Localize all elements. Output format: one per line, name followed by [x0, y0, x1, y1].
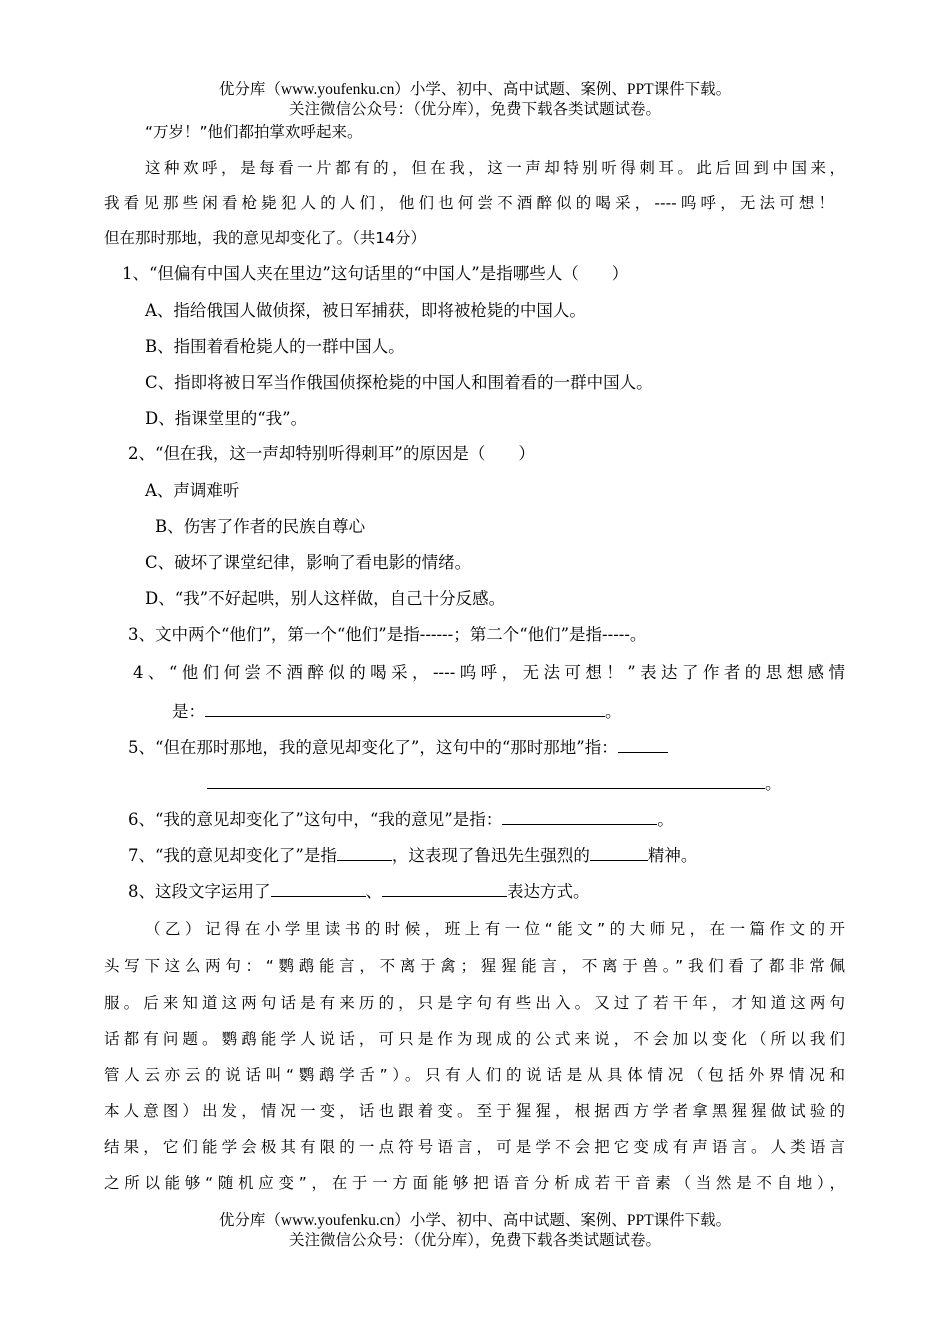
- header-line-2: 关注微信公众号：（优分库），免费下载各类试题试卷。: [288, 101, 661, 118]
- q4-line-2: [172, 700, 622, 723]
- q2-stem: 2、“但在我，这一声却特别听得刺耳”的原因是（ ）: [128, 444, 535, 463]
- footer-line-2: 关注微信公众号：（优分库），免费下载各类试题试卷。: [288, 1232, 661, 1249]
- q2-option-c: C、破坏了课堂纪律，影响了看电影的情绪。: [145, 553, 472, 572]
- passage-b-line-7: 结果，它们能学会极其有限的一点符号语言，可是学不会把它变成有声语言。人类语言: [104, 1138, 845, 1156]
- q6-answer-blank[interactable]: [502, 808, 657, 825]
- header-line-1: 优分库（www.youfenku.cn）小学、初中、高中试题、案例、PPT课件下载。: [218, 81, 732, 98]
- q1-option-c: C、指即将被日军当作俄国侦探枪毙的中国人和围着看的一群中国人。: [145, 373, 653, 392]
- q4-answer-blank[interactable]: [205, 700, 605, 717]
- q6-line-end: 。: [657, 810, 674, 829]
- passage-b-line-1: （乙）记得在小学里读书的时候，班上有一位“能文”的大师兄，在一篇作文的开: [145, 920, 845, 938]
- q4-answer-label: 是：: [172, 702, 205, 721]
- q4-line-end: 。: [605, 702, 622, 721]
- q8-stem: 8、这段文字运用了: [128, 882, 271, 901]
- passage-b-line-5: 管人云亦云的说话叫“鹦鹉学舌”）。只有人们的说话是从具体情况（包括外界情况和: [104, 1066, 845, 1084]
- q1-option-b: B、指围着看枪毙人的一群中国人。: [145, 337, 405, 356]
- q5-line-1: [128, 736, 668, 759]
- q8-line: [128, 880, 590, 903]
- q5-line-2: [207, 772, 782, 795]
- q5-answer-blank-long[interactable]: [207, 772, 765, 789]
- passage-a-line-4: 但在那时那地，我的意见却变化了。（共14分）: [104, 229, 426, 247]
- passage-b-line-6: 本人意图）出发，情况一变，话也跟着变。至于猩猩，根据西方学者拿黑猩猩做试验的: [104, 1102, 845, 1120]
- footer-line-1: 优分库（www.youfenku.cn）小学、初中、高中试题、案例、PPT课件下载。: [218, 1212, 732, 1229]
- q2-option-d: D、“我”不好起哄，别人这样做，自己十分反感。: [145, 589, 506, 608]
- q7-stem: 7、“我的意见却变化了”是指: [128, 846, 337, 865]
- q8-line-end: 表达方式。: [507, 882, 590, 901]
- q7-line: [128, 844, 697, 867]
- q5-line-end: 。: [765, 774, 782, 793]
- passage-a-line-1: “万岁！”他们都拍掌欢呼起来。: [145, 123, 363, 141]
- q6-line: [128, 808, 674, 831]
- q8-answer-blank-1[interactable]: [271, 880, 366, 897]
- q7-middle: ，这表现了鲁迅先生强烈的: [391, 846, 590, 865]
- q8-separator: 、: [365, 882, 382, 901]
- q2-option-a: A、声调难听: [145, 481, 240, 500]
- passage-b-line-4: 话都有问题。鹦鹉能学人说话，可只是作为现成的公式来说，不会加以变化（所以我们: [104, 1030, 845, 1048]
- q2-option-b: B、伤害了作者的民族自尊心: [155, 517, 366, 536]
- q6-stem: 6、“我的意见却变化了”这句中，“我的意见”是指：: [128, 810, 503, 829]
- q5-stem: 5、“但在那时那地，我的意见却变化了”，这句中的“那时那地”指：: [128, 738, 618, 757]
- q7-answer-blank-2[interactable]: [590, 844, 648, 861]
- passage-b-line-3: 服。后来知道这两句话是有来历的，只是字句有些出入。又过了若干年，才知道这两句: [104, 994, 845, 1012]
- passage-b-line-8: 之所以能够“随机应变”，在于一方面能够把语音分析成若干音素（当然是不自地），: [104, 1174, 845, 1192]
- q8-answer-blank-2[interactable]: [382, 880, 507, 897]
- q7-answer-blank-1[interactable]: [337, 844, 392, 861]
- passage-b-line-2: 头写下这么两句：“鹦鹉能言，不离于禽；猩猩能言，不离于兽。”我们看了都非常佩: [104, 957, 845, 975]
- q5-answer-blank-short[interactable]: [618, 736, 668, 753]
- q7-line-end: 精神。: [647, 846, 698, 865]
- q1-stem: 1、“但偏有中国人夹在里边”这句话里的“中国人”是指哪些人（ ）: [122, 264, 629, 283]
- q1-option-d: D、指课堂里的“我”。: [145, 409, 308, 428]
- passage-a-line-2: 这种欢呼，是每看一片都有的，但在我，这一声却特别听得刺耳。此后回到中国来，: [145, 159, 845, 177]
- passage-a-line-3: 我看见那些闲看枪毙犯人的人们，他们也何尝不酒醉似的喝采，----呜呼，无法可想！: [104, 194, 834, 212]
- q4-line-1: 4、“他们何尝不酒醉似的喝采，----呜呼，无法可想！”表达了作者的思想感情: [133, 663, 845, 682]
- q3-text: 3、文中两个“他们”，第一个“他们”是指------；第二个“他们”是指-----。: [128, 625, 647, 644]
- q1-option-a: A、指给俄国人做侦探，被日军捕获，即将被枪毙的中国人。: [145, 301, 586, 320]
